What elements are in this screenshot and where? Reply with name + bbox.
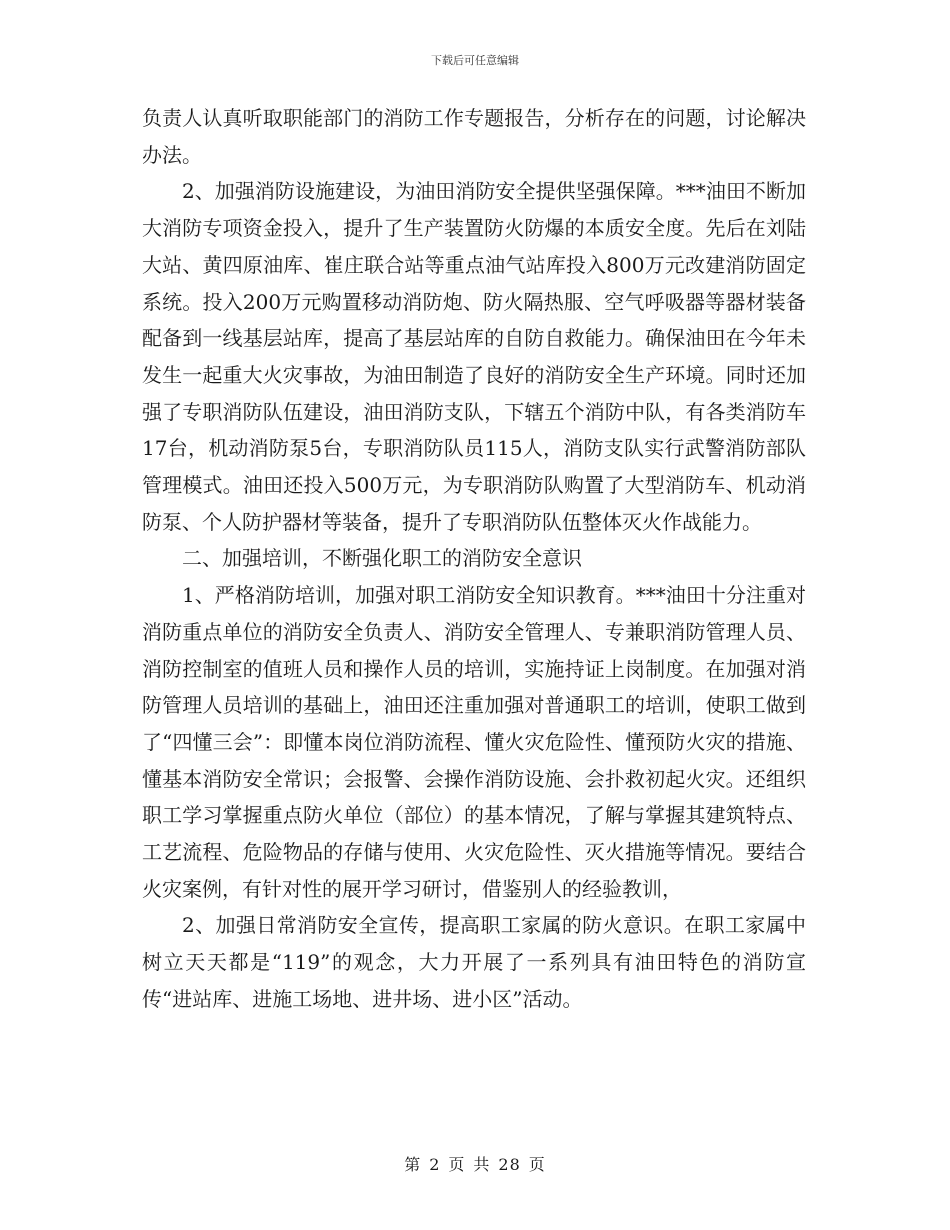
paragraph: 2、加强消防设施建设，为油田消防安全提供坚强保障。***油田不断加大消防专项资金投入，提升了生产装置防火防爆的本质安全度。先后在刘陆大站、黄四原油库、崔庄联合站等重点油气站库投入800万元改建消防固定系统。投入200万元购置移动消防炮、防火隔热服、空气呼吸器等器材装备配备到一线基层站库，提高了基层站库的自防自救能力。确保油田在今年未发生一起重大火灾事故，为油田制造了良好的消防安全生产环境。同时还加强了专职消防队伍建设，油田消防支队，下辖五个消防中队，有各类消防车17台，机动消防泵5台，专职消防队员115人，消防支队实行武警消防部队管理模式。油田还投入500万元，为专职消防队购置了大型消防车、机动消防泵、个人防护器材等装备，提升了专职消防队伍整体灭火作战能力。 bbox=[142, 179, 806, 534]
section-heading: 二、加强培训，不断强化职工的消防安全意识 bbox=[182, 546, 582, 571]
footer-label-page: 页 bbox=[448, 1155, 466, 1174]
paragraph: 负责人认真听取职能部门的消防工作专题报告，分析存在的问题，讨论解决办法。 bbox=[142, 106, 806, 167]
paragraph: 1、严格消防培训，加强对职工消防安全知识教育。***油田十分注重对消防重点单位的消防安全负责人、消防安全管理人、专兼职消防管理人员、消防控制室的值班人员和操作人员的培训，实施持证上岗制度。在加强对消防管理人员培训的基础上，油田还注重加强对普通职工的培训，使职工做到了“四懂三会”：即懂本岗位消防流程、懂火灾危险性、懂预防火灾的措施、懂基本消防安全常识；会报警、会操作消防设施、会扑救初起火灾。还组织职工学习掌握重点防火单位（部位）的基本情况，了解与掌握其建筑特点、工艺流程、危险物品的存储与使用、火灾危险性、灭火措施等情况。要结合火灾案例，有针对性的展开学习研讨，借鉴别人的经验教训， bbox=[142, 583, 806, 901]
page-header-note: 下载后可任意编辑 bbox=[431, 54, 519, 67]
document-body bbox=[142, 100, 806, 1018]
footer-label-prefix: 第 bbox=[404, 1155, 422, 1174]
footer-current-page: 2 bbox=[429, 1155, 441, 1174]
footer-total-pages: 28 bbox=[498, 1155, 521, 1174]
paragraph: 2、加强日常消防安全宣传，提高职工家属的防火意识。在职工家属中树立天天都是“119”的观念，大力开展了一系列具有油田特色的消防宣传“进站库、进施工场地、进井场、进小区”活动。 bbox=[142, 913, 806, 1011]
footer-label-suffix: 页 bbox=[528, 1155, 546, 1174]
page-footer bbox=[0, 1152, 950, 1175]
footer-label-total: 共 bbox=[473, 1155, 491, 1174]
